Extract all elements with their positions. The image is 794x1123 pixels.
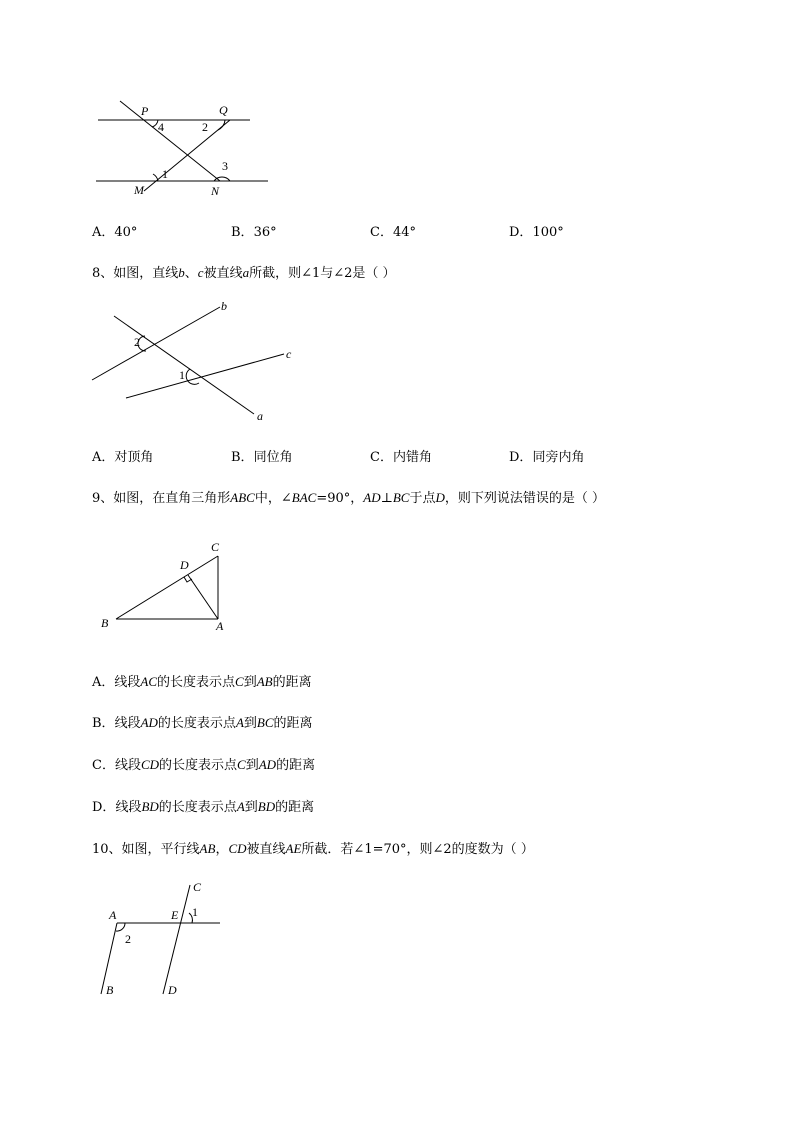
- q9-option-a-post: 的距离: [272, 675, 312, 690]
- q9-option-c-seg: CD: [140, 757, 160, 772]
- q7-option-a-text: 40°: [114, 225, 138, 240]
- q9-option-a-mid: 的长度表示点: [157, 675, 236, 690]
- q9-option-b-seg: AD: [140, 715, 158, 730]
- q8-option-c-letter: C．: [370, 450, 393, 465]
- q8-option-a-text: 对顶角: [114, 450, 154, 465]
- q9-option-d-to: 到: [244, 800, 258, 815]
- q9-option-c-post: 的距离: [276, 758, 316, 773]
- q7-label-angle4: 4: [158, 120, 164, 134]
- q7-label-q: Q: [219, 103, 228, 117]
- q9-stem-d: D: [435, 490, 445, 505]
- q9-option-a-seg: AC: [140, 674, 158, 689]
- q9-option-c-target: AD: [258, 757, 277, 772]
- q7-label-angle2: 2: [202, 120, 208, 134]
- q7-label-p: P: [141, 104, 149, 118]
- q9-option-a-pre: 线段: [114, 675, 141, 690]
- q9-option-b-target: BC: [256, 715, 274, 730]
- q10-stem-comma: ，: [215, 842, 229, 857]
- q8-label-angle2: 2: [134, 335, 140, 349]
- q9-option-d-letter: D．: [92, 800, 116, 815]
- q8-stem-sep: 、: [184, 266, 198, 281]
- q10-label-a: A: [109, 908, 117, 922]
- q8-label-b: b: [221, 299, 227, 313]
- q9-option-a-pt: C: [235, 674, 244, 689]
- q10-stem-p3: 所截．若∠1=70°，则∠2的度数为（ ）: [301, 842, 534, 857]
- q9-option-d-target: BD: [257, 799, 276, 814]
- q9-option-b-to: 到: [243, 716, 257, 731]
- q9-stem-p5: 于点: [409, 491, 436, 506]
- q7-option-b-text: 36°: [253, 225, 277, 240]
- q7-option-d-text: 100°: [532, 225, 564, 240]
- q10-label-c: C: [193, 880, 202, 894]
- q9-option-b-letter: B．: [92, 716, 115, 731]
- q9-label-a: A: [216, 619, 224, 633]
- q9-option-b-mid: 的长度表示点: [157, 716, 236, 731]
- q9-stem-bac: BAC: [291, 490, 317, 505]
- q10-label-e: E: [171, 908, 179, 922]
- q9-option-a-target: AB: [256, 674, 273, 689]
- q9-option-d-seg: BD: [141, 799, 159, 814]
- q8-stem-b: b: [178, 265, 185, 280]
- q10-label-d: D: [168, 983, 177, 997]
- q8-option-d-text: 同旁内角: [532, 450, 585, 465]
- q10-label-b: B: [106, 983, 114, 997]
- q10-stem-cd: CD: [228, 841, 247, 856]
- q9-option-b-post: 的距离: [273, 716, 313, 731]
- q7-label-m: M: [134, 183, 144, 197]
- q7-option-c-text: 44°: [392, 225, 416, 240]
- q10-arc-2: [116, 923, 125, 931]
- q7-label-angle3: 3: [222, 159, 228, 173]
- q10-label-angle1: 1: [192, 905, 198, 919]
- q10-stem-p2: 被直线: [246, 842, 286, 857]
- q7-option-a-letter: A．: [92, 225, 115, 240]
- q9-option-b-pt: A: [235, 715, 244, 730]
- q9-stem-bc: BC: [392, 490, 410, 505]
- q9-option-a-letter: A．: [92, 675, 115, 690]
- q7-label-n: N: [211, 184, 220, 198]
- q8-stem-mid2: 所截，则∠1与∠2是（ ）: [249, 266, 396, 281]
- q9-option-c-pre: 线段: [114, 758, 141, 773]
- q9-option-d-mid: 的长度表示点: [158, 800, 237, 815]
- q9-option-a-to: 到: [243, 675, 257, 690]
- q8-option-c-text: 内错角: [392, 450, 432, 465]
- q8-label-angle1: 1: [179, 368, 185, 382]
- q9-stem-p6: ，则下列说法错误的是（ ）: [444, 491, 605, 506]
- q8-stem-c: c: [197, 265, 204, 280]
- q9-option-c-pt: C: [237, 757, 246, 772]
- q9-stem-p1: 9、如图，在直角三角形: [92, 491, 231, 506]
- q9-label-b: B: [101, 616, 109, 630]
- q9-option-d-pt: A: [236, 799, 245, 814]
- q10-line-cd: [163, 885, 190, 994]
- q8-label-a: a: [257, 409, 263, 423]
- q8-option-a-letter: A．: [92, 450, 115, 465]
- q9-stem-p2: 中，∠: [254, 491, 292, 506]
- q9-option-d-post: 的距离: [275, 800, 315, 815]
- q10-stem-ae: AE: [285, 841, 302, 856]
- q9-label-d: D: [180, 558, 189, 572]
- q8-option-b-letter: B．: [231, 450, 254, 465]
- q7-option-b-letter: B．: [231, 225, 254, 240]
- q9-stem-p3: =90°，: [316, 491, 364, 506]
- q9-label-c: C: [211, 540, 220, 554]
- q9-stem-abc: ABC: [230, 490, 255, 505]
- q8-option-d-letter: D．: [509, 450, 533, 465]
- q10-label-angle2: 2: [125, 932, 131, 946]
- q10-stem-ab: AB: [199, 841, 216, 856]
- q7-option-d-letter: D．: [509, 225, 533, 240]
- q8-stem-a: a: [242, 265, 250, 280]
- q8-label-c: c: [286, 347, 292, 361]
- q8-option-b-text: 同位角: [253, 450, 293, 465]
- q7-label-angle1: 1: [162, 167, 168, 181]
- q9-stem-ad: AD: [363, 490, 381, 505]
- q7-option-c-letter: C．: [370, 225, 393, 240]
- q10-stem-p1: 10、如图，平行线: [92, 842, 200, 857]
- q9-option-c-to: 到: [245, 758, 259, 773]
- q9-option-c-letter: C．: [92, 758, 115, 773]
- q8-stem-mid: 被直线: [203, 266, 243, 281]
- q9-option-b-pre: 线段: [114, 716, 141, 731]
- q9-stem-p4: ⊥: [380, 491, 393, 506]
- q9-option-c-mid: 的长度表示点: [159, 758, 238, 773]
- q9-option-d-pre: 线段: [115, 800, 142, 815]
- q8-stem-prefix: 8、如图，直线: [92, 266, 179, 281]
